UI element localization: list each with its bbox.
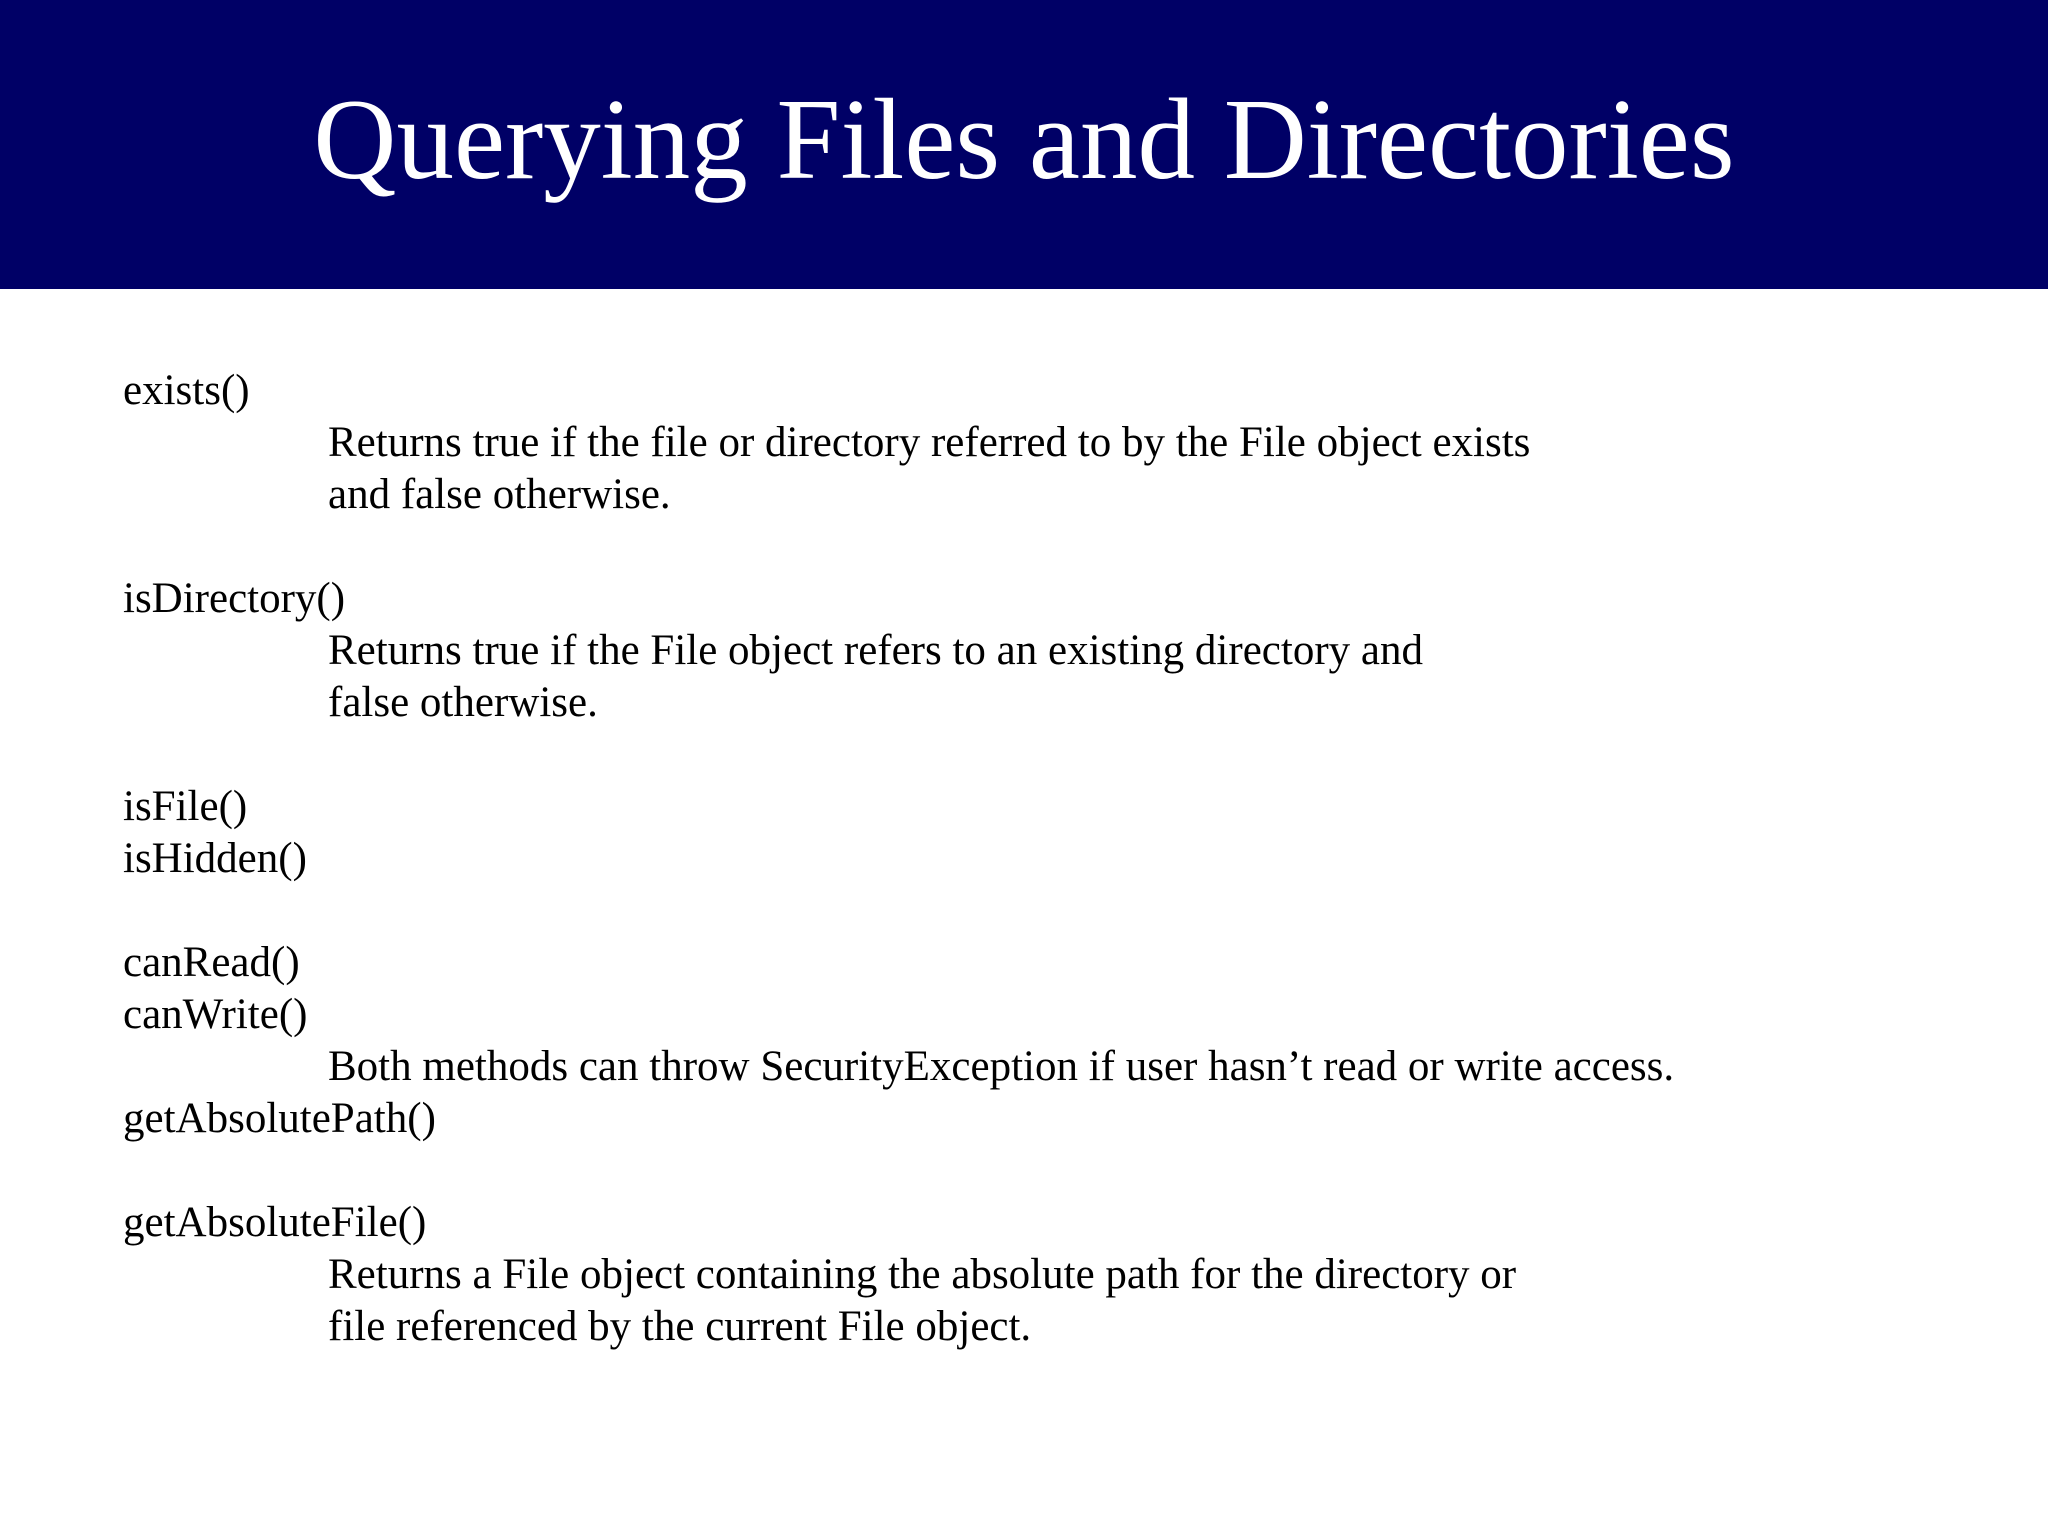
method-getabsolutepath: getAbsolutePath(): [123, 1095, 436, 1142]
slide-body: [123, 365, 2003, 1353]
isdirectory-description-line-2: false otherwise.: [328, 679, 598, 726]
canread-canwrite-description: Both methods can throw SecurityException if user hasn’t read or write access.: [328, 1043, 1675, 1090]
spacer: [123, 1145, 2003, 1197]
method-exists: exists(): [123, 367, 250, 414]
method-isfile: isFile(): [123, 783, 248, 830]
spacer: [123, 885, 2003, 937]
spacer: [123, 729, 2003, 781]
title-bar: [0, 0, 2048, 289]
spacer: [123, 521, 2003, 573]
method-isdirectory: isDirectory(): [123, 575, 346, 622]
getabsolutefile-description-line-2: file referenced by the current File object.: [328, 1303, 1032, 1350]
method-ishidden: isHidden(): [123, 835, 307, 882]
isdirectory-description-line-1: Returns true if the File object refers to an existing directory and: [328, 627, 1423, 674]
method-canwrite: canWrite(): [123, 991, 308, 1038]
slide-title: Querying Files and Directories: [313, 76, 1735, 203]
exists-description-line-1: Returns true if the file or directory referred to by the File object exists: [328, 419, 1531, 466]
getabsolutefile-description-line-1: Returns a File object containing the absolute path for the directory or: [328, 1251, 1517, 1298]
method-canread: canRead(): [123, 939, 300, 986]
method-getabsolutefile: getAbsoluteFile(): [123, 1199, 427, 1246]
exists-description-line-2: and false otherwise.: [328, 471, 671, 518]
